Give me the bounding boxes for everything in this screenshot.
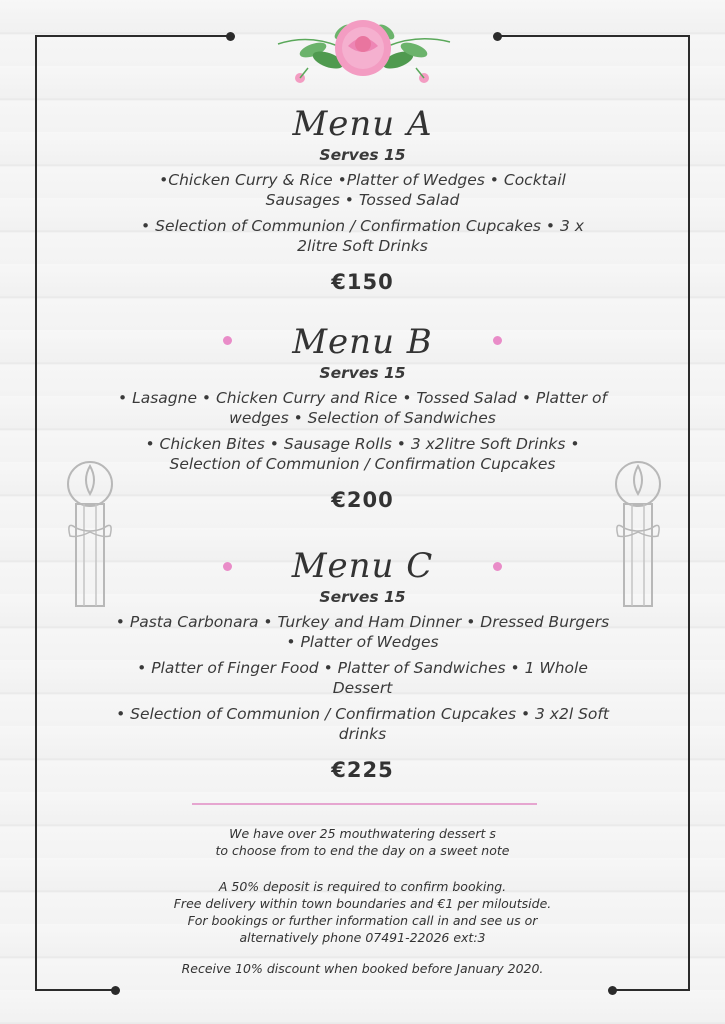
menu-title: Menu C <box>291 546 434 586</box>
frame-bottom-left <box>35 989 115 991</box>
note-line: We have over 25 mouthwatering dessert s <box>229 826 496 841</box>
menu-price: €150 <box>331 270 394 294</box>
menu-item: • Chicken Bites • Sausage Rolls • 3 x2litre Soft Drinks • Selection of Communion / Confirmation Cupcakes <box>145 435 580 473</box>
frame-bottom-right <box>612 989 690 991</box>
menu-price: €225 <box>331 758 394 782</box>
menu-item: •Chicken Curry & Rice •Platter of Wedges • Cocktail Sausages • Tossed Salad <box>159 171 566 209</box>
frame-dot <box>226 32 235 41</box>
note-line: to choose from to end the day on a sweet note <box>215 843 510 858</box>
menu-price: €200 <box>331 488 394 512</box>
dessert-note <box>110 825 615 859</box>
menu-c <box>90 546 635 782</box>
menu-item: • Selection of Communion / Confirmation Cupcakes • 3 x 2litre Soft Drinks <box>141 217 584 255</box>
menu-title: Menu A <box>292 104 433 144</box>
discount-note <box>110 960 615 977</box>
menu-a <box>90 104 635 294</box>
frame-dot <box>493 32 502 41</box>
menu-item: • Selection of Communion / Confirmation Cupcakes • 3 x2l Soft drinks <box>116 705 609 743</box>
menu-item: • Platter of Finger Food • Platter of Sandwiches • 1 Whole Dessert <box>137 659 588 697</box>
frame-dot <box>608 986 617 995</box>
note-line: Free delivery within town boundaries and €1 per miloutside. <box>173 896 552 911</box>
frame-top-right <box>497 35 690 37</box>
serves-label: Serves 15 <box>319 588 406 606</box>
note-line: For bookings or further information call in and see us or <box>187 913 538 928</box>
frame-left <box>35 35 37 991</box>
frame-dot <box>111 986 120 995</box>
menu-item: • Pasta Carbonara • Turkey and Ham Dinner • Dressed Burgers • Platter of Wedges <box>115 613 610 651</box>
note-line: alternatively phone 07491-22026 ext:3 <box>239 930 486 945</box>
note-line: A 50% deposit is required to confirm booking. <box>218 879 507 894</box>
menu-title: Menu B <box>292 322 433 362</box>
menu-item: • Lasagne • Chicken Curry and Rice • Tossed Salad • Platter of wedges • Selection of Sandwiches <box>118 389 607 427</box>
frame-top-left <box>35 35 230 37</box>
rose-icon <box>268 12 458 92</box>
frame-right <box>688 35 690 991</box>
note-line: Receive 10% discount when booked before January 2020. <box>181 961 544 976</box>
serves-label: Serves 15 <box>319 146 406 164</box>
menu-b <box>90 322 635 512</box>
serves-label: Serves 15 <box>319 364 406 382</box>
divider <box>192 803 537 805</box>
booking-note <box>110 878 615 946</box>
